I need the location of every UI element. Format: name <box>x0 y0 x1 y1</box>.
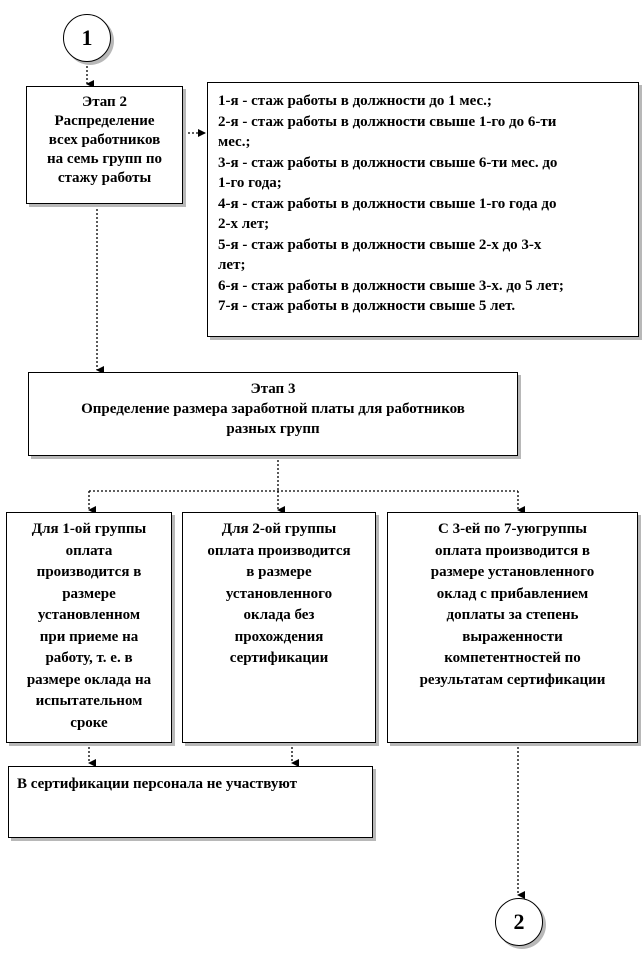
group2-line-1: оплата производится <box>207 542 351 559</box>
stage2-line-0: Этап 2 <box>82 94 127 110</box>
stage2-line-1: Распределение <box>54 113 155 129</box>
group2-line-3: установленного <box>225 585 333 602</box>
connector-circle-top <box>63 14 111 62</box>
group1-line-6: работу, т. е. в <box>45 650 133 666</box>
group3-7-line-4: доплаты за степень <box>446 607 579 623</box>
groups-list-line-5: 4-я - стаж работы в должности свыше 1-го года до <box>218 195 557 212</box>
group1-line-3: размере <box>62 585 116 602</box>
groups-list-line-4: 1-го года; <box>218 175 282 191</box>
group2-line-2: в размере <box>246 564 312 580</box>
group2-box <box>182 512 376 743</box>
group3-7-line-5: выраженности <box>462 628 563 645</box>
group3-7-line-6: компетентностей по <box>444 650 581 666</box>
connector-circle-bottom <box>495 898 543 946</box>
group2-line-4: оклада без <box>243 607 315 623</box>
group1-box <box>6 512 172 743</box>
group2-line-5: прохождения <box>234 628 324 645</box>
stage3-box <box>28 372 518 456</box>
group1-line-7: размере оклада на <box>26 671 152 688</box>
group3-7-box <box>387 512 638 743</box>
stage2-box <box>26 86 183 204</box>
group3-7-line-7: результатам сертификации <box>419 671 606 688</box>
group1-line-9: сроке <box>70 714 108 731</box>
groups-list-line-1: 2-я - стаж работы в должности свыше 1-го до 6-ти <box>218 113 557 130</box>
groups-list-box <box>207 82 639 337</box>
group3-7-line-2: размере установленного <box>430 564 595 580</box>
connector-bottom-label: 2 <box>513 909 525 934</box>
group2-line-0: Для 2-ой группы <box>221 521 337 537</box>
groups-list-line-8: лет; <box>218 257 246 273</box>
groups-list-line-9: 6-я - стаж работы в должности свыше 3-х. до 5 лет; <box>218 277 564 294</box>
group1-line-4: установленном <box>37 607 141 623</box>
groups-list-line-2: мес.; <box>218 134 251 150</box>
no-cert-box <box>8 766 373 838</box>
group3-7-line-0: С 3-ей по 7-уюгруппы <box>438 521 587 537</box>
groups-list-line-6: 2-х лет; <box>218 216 270 232</box>
connector-top-label: 1 <box>81 25 93 50</box>
no-cert-text: В сертификации персонала не участвуют <box>17 776 298 792</box>
stage3-line-0: Этап 3 <box>250 381 296 397</box>
group1-line-1: оплата <box>65 542 113 559</box>
group2-line-6: сертификации <box>229 650 329 666</box>
group1-line-5: при приеме на <box>39 628 139 645</box>
stage2-line-4: стажу работы <box>57 170 152 186</box>
stage3-line-1: Определение размера заработной платы для работников <box>81 401 465 417</box>
group3-7-line-3: оклад с прибавлением <box>436 585 589 602</box>
stage2-line-2: всех работников <box>48 132 161 148</box>
group3-7-line-1: оплата производится в <box>434 542 591 559</box>
group1-line-8: испытательном <box>35 693 143 709</box>
group1-line-2: производится в <box>36 564 142 580</box>
stage3-line-2: разных групп <box>226 421 320 437</box>
groups-list-line-10: 7-я - стаж работы в должности свыше 5 лет. <box>218 298 516 314</box>
groups-list-line-0: 1-я - стаж работы в должности до 1 мес.; <box>218 93 492 109</box>
groups-list-line-3: 3-я - стаж работы в должности свыше 6-ти мес. до <box>218 154 558 171</box>
stage2-line-3: на семь групп по <box>47 151 162 167</box>
group1-line-0: Для 1-ой группы <box>31 521 147 537</box>
groups-list-line-7: 5-я - стаж работы в должности свыше 2-х до 3-х <box>218 236 542 253</box>
